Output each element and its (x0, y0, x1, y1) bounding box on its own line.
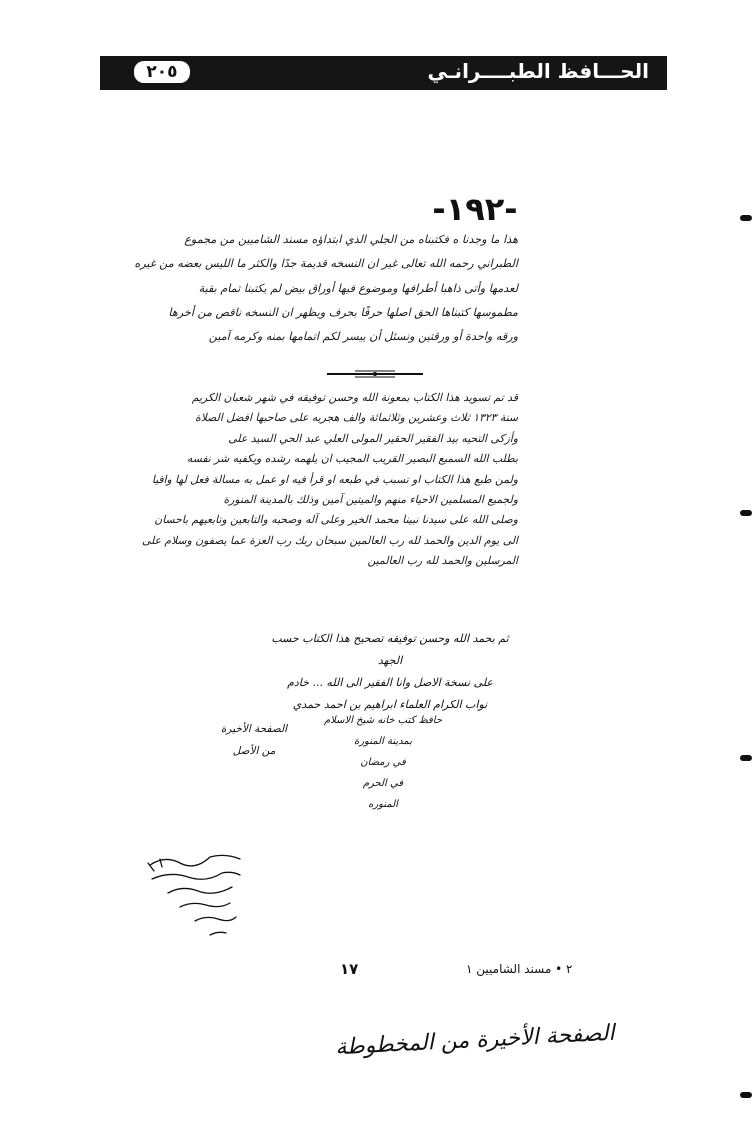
signature-line: في الحرم (362, 778, 404, 789)
colophon (270, 628, 510, 716)
manuscript-line: لعدمها وأتى ذاهبا أطرافها وموضوع فيها أوراق بيض لم يكتبنا تمام بقية (198, 281, 518, 295)
book-title: الحـــافظ الطبــــرانـي (427, 59, 649, 83)
manuscript-line: سنة ١٣٢٣ ثلاث وعشرين وثلاثمائة والف هجريه على صاحبها افضل الصلاة (195, 411, 518, 425)
manuscript-line: الطبراني رحمه الله تعالى غير ان النسخه قديمة جدًا والكثر ما الليس بعضه من غيره (134, 257, 518, 271)
manuscript-line: ولمن طبع هذا الكتاب او تسبب في طبعه او قرأ فيه او عمل به مسالة فعل لها وافيا (151, 472, 518, 486)
page-number-badge: ٢٠٥ (134, 61, 190, 83)
footer-volume-label: ٢ • مسند الشاميين ١ (466, 962, 573, 976)
signature-line: حافظ كتب خانه شيخ الاسلام (323, 715, 443, 726)
signature-line: بمدينة المنورة (353, 736, 412, 747)
manuscript-line: مطموسها كتبناها الحق اصلها حرفًا بحرف ويظهر ان النسخه ناقص من أخرها (168, 305, 518, 319)
manuscript-line: الى يوم الدين والحمد لله رب العالمين سبحان ربك رب العزة عما يصفون وسلام على (141, 533, 518, 547)
manuscript-line: بطلب الله السميع البصير القريب المجيب ان يلهمه رشده ويكفيه شر نفسه (186, 452, 518, 466)
marginal-handwriting (140, 845, 250, 945)
manuscript-line: هذا ما وجدنا ه فكتبناه من الجلي الذي ابتداؤه مسند الشاميين من مجموع (184, 233, 518, 246)
footer-page-number: ١٧ (340, 960, 359, 978)
manuscript-paragraph-2 (141, 388, 518, 572)
edge-mark (740, 755, 752, 761)
manuscript-line: المرسلين والحمد لله رب العالمين (367, 554, 518, 568)
colophon-line: على نسخة الاصل وانا الفقير الى الله ... خادم (287, 676, 493, 689)
colophon-line: نواب الكرام العلماء ابراهيم بن احمد حمدي (292, 698, 488, 711)
edge-mark (740, 215, 752, 221)
ornament-divider (325, 369, 425, 378)
manuscript-line: وصلى الله على سيدنا نبينا محمد الخير وعلى آله وصحبه والتابعين وتابعيهم باحسان (154, 513, 518, 527)
page-caption: الصفحة الأخيرة من المخطوطة (334, 1020, 616, 1061)
side-note-line: من الأصل (232, 745, 276, 757)
manuscript-line: وأزكى التحيه بيد الفقير الحقير المولى العلي عبد الحي السيد على (228, 431, 518, 445)
colophon-line: ثم بحمد الله وحسن توفيقه تصحيح هذا الكتاب حسب الجهد (271, 632, 509, 667)
manuscript-line: قد تم تسويد هذا الكتاب بمعونة الله وحسن توفيقه في شهر شعبان الكريم (191, 391, 518, 404)
folio-number: -١٩٢- (432, 190, 518, 228)
manuscript-line: ورقه واحدة أو ورقتين ونسئل أن ييسر لكم اتمامها بمنه وكرمه آمين (208, 330, 518, 344)
running-header (100, 56, 667, 90)
edge-mark (740, 510, 752, 516)
signature-line: المنوره (368, 799, 398, 810)
edge-mark (740, 1092, 752, 1098)
signature-line: في رمضان (360, 757, 406, 768)
side-note (214, 718, 294, 762)
side-note-line: الصفحة الأخيرة (220, 723, 288, 735)
signature-block (318, 710, 448, 815)
manuscript-line: ولجميع المسلمين الاحياء منهم والميتين آمين وذلك بالمدينة المنورة (223, 493, 518, 507)
manuscript-paragraph-1 (134, 228, 518, 349)
